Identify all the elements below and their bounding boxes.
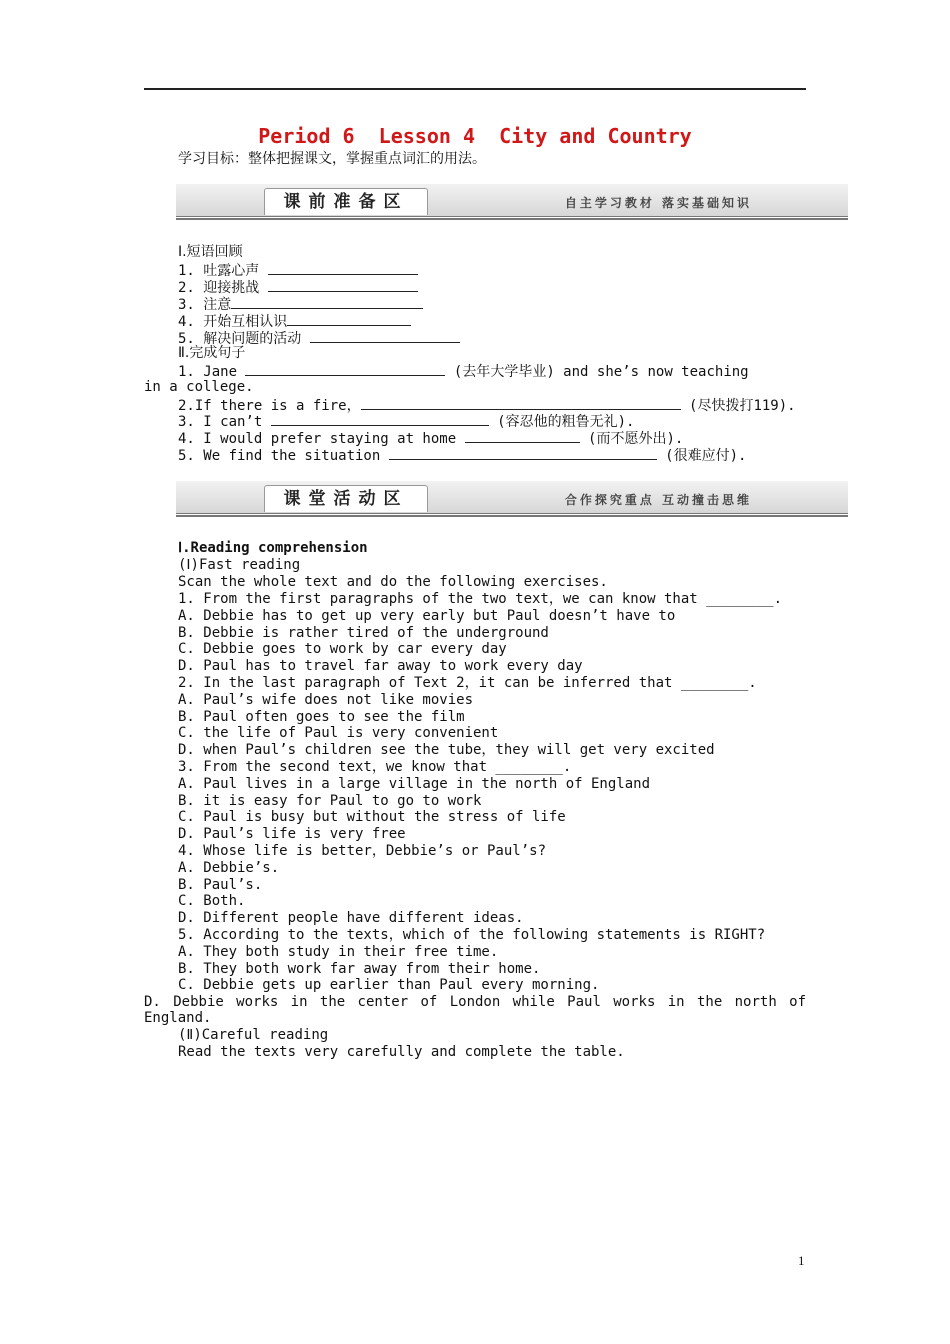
answer-blank[interactable] (310, 329, 460, 343)
question-stem: 2. In the last paragraph of Text 2，it can be inferred that ________. (178, 675, 757, 691)
phrase-item-5: 5. 解决问题的活动 (178, 329, 460, 347)
answer-blank[interactable] (231, 295, 423, 309)
question-option: D. Paul’s life is very free (178, 826, 406, 843)
question-option: A. Paul lives in a large village in the north of England (178, 775, 651, 792)
question-option: D. Paul has to travel far away to work every day (178, 658, 583, 675)
phrase-review-heading: Ⅰ.短语回顾 (178, 244, 243, 260)
answer-blank[interactable] (268, 261, 418, 275)
question-stem: 1. From the first paragraphs of the two text，we can know that ________. (178, 591, 783, 607)
sentence-2: 2.If there is a fire， (尽快拨打119). (178, 398, 796, 414)
section-banner-prep (176, 184, 848, 220)
question-5-option-d-cont: England. (144, 1010, 212, 1026)
sentence-4: 4. I would prefer staying at home (而不愿外出). (178, 431, 684, 447)
answer-blank[interactable] (389, 446, 657, 460)
header-rule (144, 88, 806, 90)
section-banner-activity (176, 481, 848, 517)
section-tab-activity: 课堂活动区 (264, 485, 428, 512)
question-option: C. Debbie goes to work by car every day (178, 641, 507, 658)
answer-blank[interactable] (287, 312, 411, 326)
page-number: 1 (798, 1253, 805, 1268)
careful-reading-instruction: Read the texts very carefully and complete the table. (178, 1044, 625, 1060)
question-option: A. Debbie’s. (178, 859, 280, 876)
question-option: B. They both work far away from their home. (178, 960, 541, 977)
sentence-3: 3. I can’t (容忍他的粗鲁无礼). (178, 414, 635, 430)
sentence-1-cont: in a college. (144, 379, 254, 395)
question-option: D. Different people have different ideas. (178, 910, 524, 927)
question-option: C. Debbie gets up earlier than Paul every morning. (178, 977, 600, 994)
question-option: B. Paul often goes to see the film (178, 708, 465, 725)
section-slogan-activity: 合作探究重点 互动撞击思维 (564, 493, 752, 507)
question-option: B. Debbie is rather tired of the underground (178, 624, 549, 641)
fast-reading-instruction: Scan the whole text and do the following exercises. (178, 574, 608, 590)
question-option: B. it is easy for Paul to go to work (178, 792, 482, 809)
complete-sentences-heading: Ⅱ.完成句子 (178, 345, 246, 361)
question-option: A. They both study in their free time. (178, 943, 499, 960)
answer-blank[interactable] (245, 362, 445, 376)
phrase-item-1: 1. 吐露心声 (178, 261, 418, 279)
fast-reading-heading: (Ⅰ)Fast reading (178, 557, 301, 573)
question-option: A. Debbie has to get up very early but Paul doesn’t have to (178, 607, 676, 624)
question-5-option-d: D. Debbie works in the center of London while Paul works in the north of (144, 994, 806, 1010)
section-tab-prep: 课前准备区 (264, 188, 428, 215)
section-slogan-prep: 自主学习教材 落实基础知识 (564, 196, 752, 210)
answer-blank[interactable] (465, 429, 580, 443)
question-option: B. Paul’s. (178, 876, 263, 893)
answer-blank[interactable] (268, 278, 418, 292)
learning-goal: 学习目标：整体把握课文，掌握重点词汇的用法。 (178, 151, 486, 167)
question-stem: 3. From the second text，we know that ________. (178, 759, 572, 775)
question-option: D. when Paul’s children see the tube，they will get very excited (178, 742, 715, 759)
question-option: C. Both. (178, 893, 246, 910)
sentence-5: 5. We find the situation (很难应付). (178, 448, 747, 464)
page-title: Period 6 Lesson 4 City and Country (258, 124, 692, 148)
question-stem: 5. According to the texts，which of the following statements is RIGHT? (178, 927, 766, 943)
phrase-item-4: 4. 开始互相认识 (178, 312, 411, 330)
phrase-item-2: 2. 迎接挑战 (178, 278, 418, 296)
answer-blank[interactable] (271, 412, 489, 426)
question-stem: 4. Whose life is better，Debbie’s or Paul’s? (178, 843, 547, 859)
answer-blank[interactable] (361, 396, 681, 410)
question-option: C. the life of Paul is very convenient (178, 725, 499, 742)
question-option: C. Paul is busy but without the stress of life (178, 809, 566, 826)
sentence-1: 1. Jane (去年大学毕业) and she’s now teaching (178, 364, 749, 380)
careful-reading-heading: (Ⅱ)Careful reading (178, 1027, 329, 1043)
question-option: A. Paul’s wife does not like movies (178, 691, 474, 708)
reading-heading: Ⅰ.Reading comprehension (178, 540, 368, 556)
phrase-item-3: 3. 注意 (178, 295, 423, 313)
